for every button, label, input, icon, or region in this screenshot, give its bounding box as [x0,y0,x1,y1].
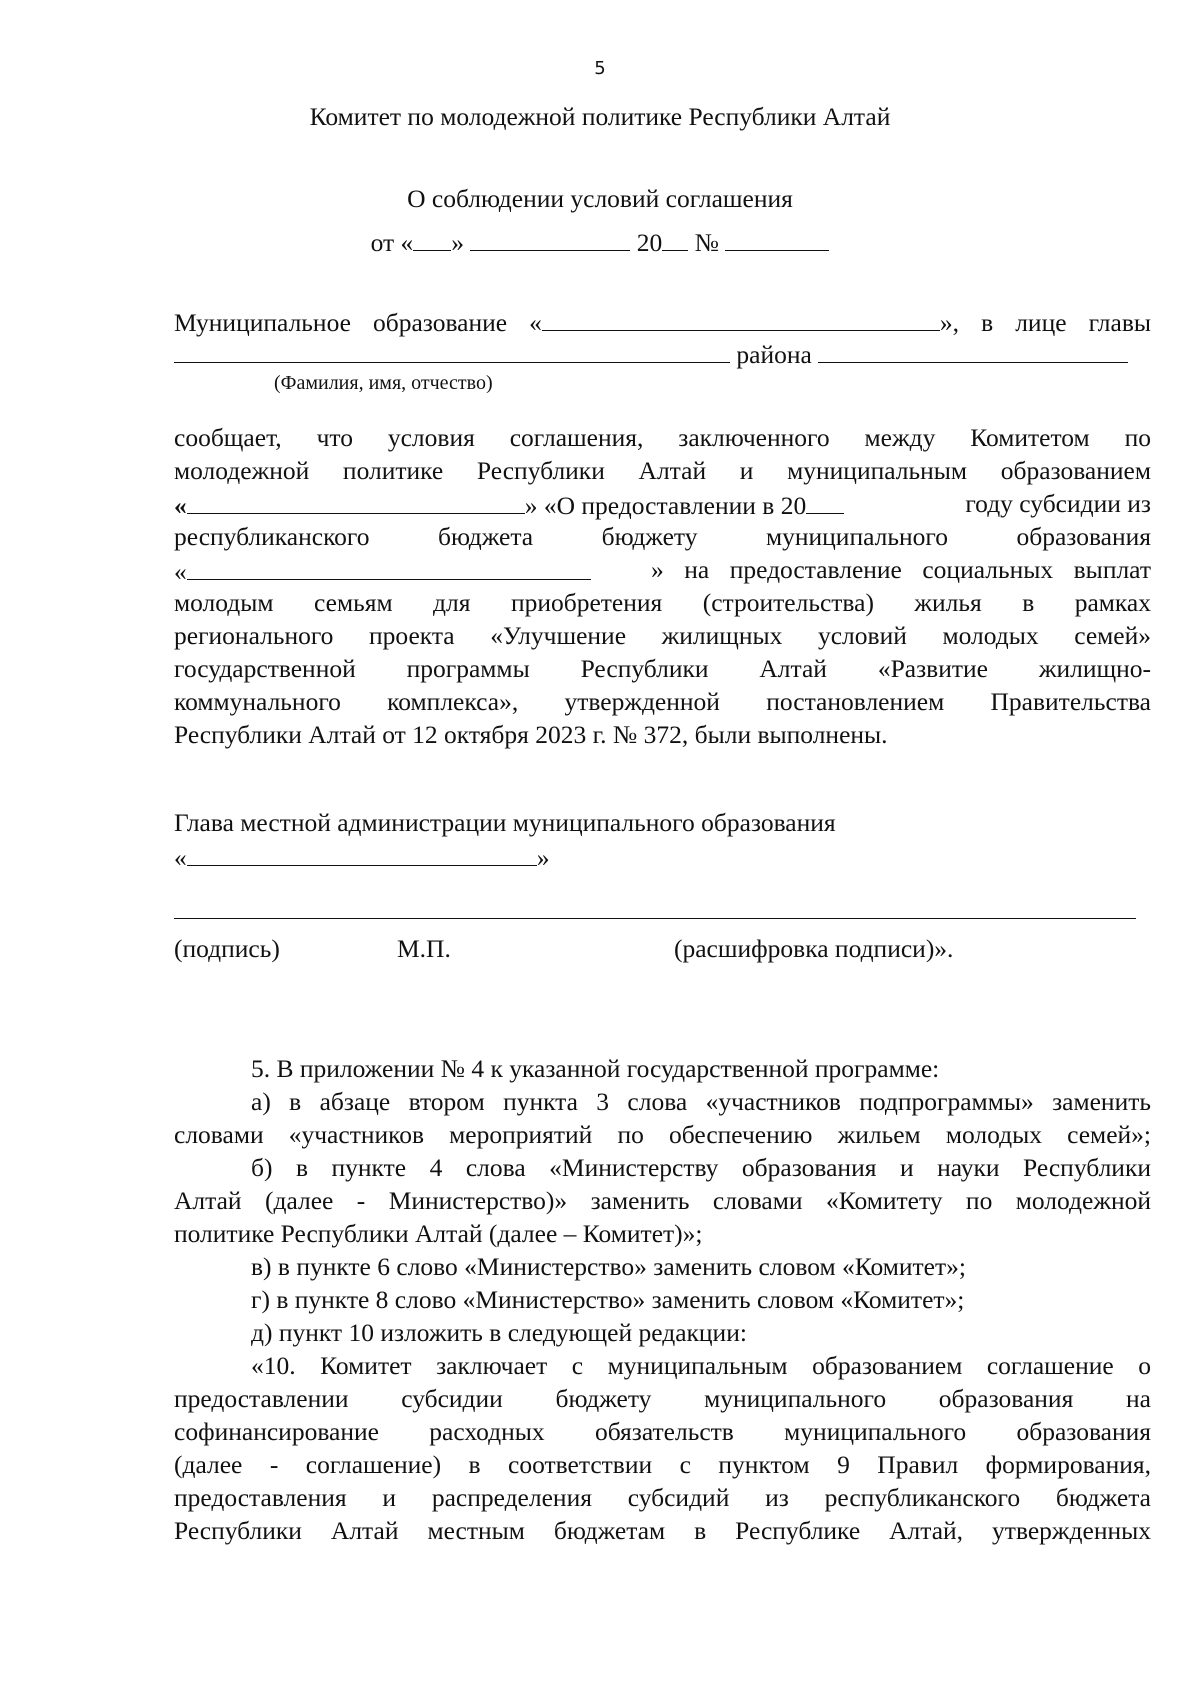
point-10-line-1: «10. Комитет заключает с муниципальным образованием соглашение о [251,1351,1151,1380]
date-mid: » [451,228,465,257]
municipality-name-blank-2 [187,553,591,580]
point-10-line-5: предоставления и распределения субсидий из республиканского бюджета [174,1483,1151,1512]
body-line-9: коммунального комплекса», утвержденной постановлением Правительства [174,687,1151,716]
body-line-3: « » «О предоставлении в 20 году субсидии из [174,489,1151,520]
body-line-3-end: году субсидии из [965,489,1151,518]
body-line-7: регионального проекта «Улучшение жилищных условий молодых семей» [174,621,1151,650]
fio-caption: (Фамилия, имя, отчество) [274,372,493,394]
head-signature-municipality: « » [174,839,1151,875]
body-line-1: сообщает, что условия соглашения, заключенного между Комитетом по [174,423,1151,452]
amendment-v: в) в пункте 6 слово «Министерство» заменить словом «Комитет»; [251,1252,966,1281]
municipality-name-blank-1 [187,487,525,514]
point-10-line-6: Республики Алтай местным бюджетам в Республике Алтай, утвержденных [174,1516,1151,1545]
number-sign: № [694,228,720,257]
municipality-line [174,304,1151,340]
body-line-2: молодежной политике Республики Алтай и муниципальным образованием [174,456,1151,485]
amendment-a-1: а) в абзаце втором пункта 3 слова «участников подпрограммы» заменить [251,1087,1151,1116]
day-blank [413,224,451,251]
committee-heading: Комитет по молодежной политике Республики Алтай [309,102,891,131]
signature-caption: (подпись) [174,934,280,963]
form-title: О соблюдении условий соглашения [407,184,793,213]
amendment-b-3: политике Республики Алтай (далее – Комитет)»; [174,1219,703,1248]
head-name-blank [174,336,730,363]
seal-caption: М.П. [397,934,451,963]
municipality-blank [542,304,940,331]
amendment-b-2: Алтай (далее - Министерство)» заменить словами «Комитету по молодежной [174,1186,1151,1215]
month-blank [470,224,630,251]
year-prefix: 20 [636,228,663,257]
body-line-8: государственной программы Республики Алтай «Развитие жилищно- [174,654,1151,683]
amendment-d: д) пункт 10 изложить в следующей редакции: [251,1318,747,1347]
amendment-a-2: словами «участников мероприятий по обеспечению жильем молодых семей»; [174,1120,1151,1149]
date-line [0,224,1200,260]
amendment-g: г) в пункте 8 слово «Министерство» заменить словом «Комитет»; [251,1285,965,1314]
point-10-line-3: софинансирование расходных обязательств муниципального образования [174,1417,1151,1446]
amendment-5-heading: 5. В приложении № 4 к указанной государственной программе: [251,1054,940,1083]
amendment-b-1: б) в пункте 4 слова «Министерству образования и науки Республики [251,1153,1151,1182]
number-blank [725,224,829,251]
page-number: 5 [594,58,606,79]
body-line-5-end: » на предоставление социальных выплат [651,555,1151,584]
municipality-suffix: », в лице главы [939,308,1151,337]
head-municipality-blank [187,839,537,866]
body-line-5: « » на предоставление социальных выплат [174,555,1151,586]
district-blank [818,336,1128,363]
body-line-10: Республики Алтай от 12 октября 2023 г. № 372, были выполнены. [174,720,888,749]
decoding-caption: (расшифровка подписи)». [674,934,954,963]
head-signature-title: Глава местной администрации муниципального образования [174,808,836,837]
signature-underline [174,918,1136,919]
municipality-label: Муниципальное образование « [174,308,542,337]
body-line-4: республиканского бюджета бюджету муниципального образования [174,522,1151,551]
district-label: района [736,340,812,369]
date-prefix: от « [370,228,414,257]
body-line-3-mid: » «О предоставлении в 20 [524,491,807,520]
year-blank-2 [806,487,844,514]
year-blank [662,224,688,251]
body-line-6: молодым семьям для приобретения (строительства) жилья в рамках [174,588,1151,617]
point-10-line-4: (далее - соглашение) в соответствии с пунктом 9 Правил формирования, [174,1450,1151,1479]
point-10-line-2: предоставлении субсидии бюджету муниципального образования на [174,1384,1151,1413]
